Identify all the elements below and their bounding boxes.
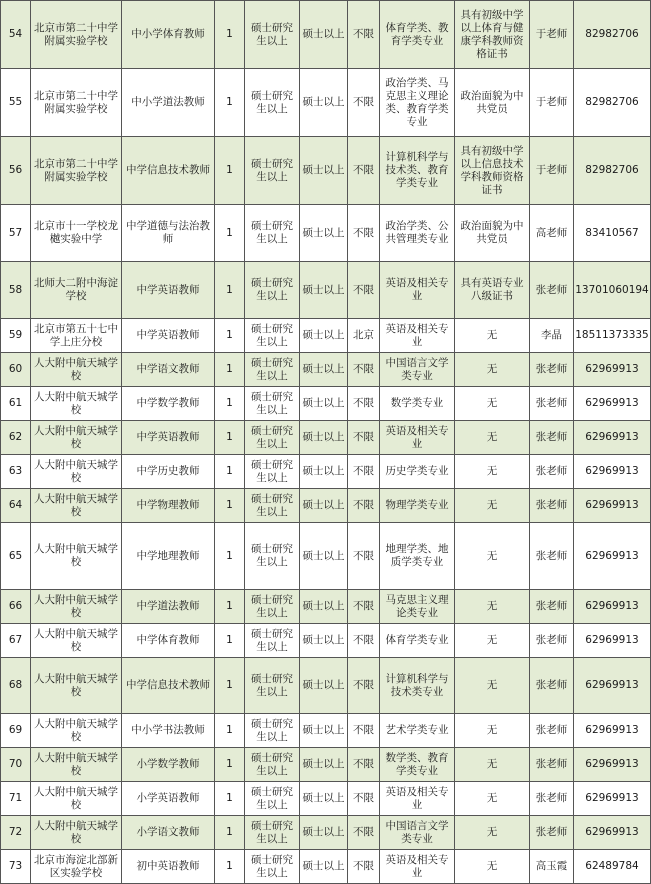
school-name: 北京市第五十七中学上庄分校 [31,319,122,353]
education-requirement: 硕士研究生以上 [245,782,300,816]
contact-person: 张老师 [530,658,574,714]
contact-phone: 82982706 [574,1,651,69]
education-requirement: 硕士研究生以上 [245,262,300,319]
education-requirement: 硕士研究生以上 [245,69,300,137]
other-requirement: 具有英语专业八级证书 [455,262,530,319]
school-name: 人大附中航天城学校 [31,353,122,387]
other-requirement: 具有初级中学以上体育与健康学科教师资格证书 [455,1,530,69]
contact-person: 张老师 [530,523,574,590]
school-name: 人大附中航天城学校 [31,590,122,624]
contact-phone: 62969913 [574,748,651,782]
major-requirement: 政治学类、马克思主义理论类、教育学类专业 [380,69,455,137]
major-requirement: 艺术学类专业 [380,714,455,748]
major-requirement: 体育学类专业 [380,624,455,658]
contact-person: 张老师 [530,353,574,387]
school-name: 北京市海淀北部新区实验学校 [31,850,122,884]
recruit-count: 1 [215,850,245,884]
table-row [1,137,651,205]
row-number: 66 [1,590,31,624]
education-requirement: 硕士研究生以上 [245,455,300,489]
contact-phone: 62969913 [574,489,651,523]
position-name: 初中英语教师 [122,850,215,884]
position-name: 小学数学教师 [122,748,215,782]
contact-person: 于老师 [530,69,574,137]
recruit-count: 1 [215,624,245,658]
position-name: 小学英语教师 [122,782,215,816]
contact-person: 张老师 [530,262,574,319]
table-body [1,1,651,884]
other-requirement: 无 [455,523,530,590]
origin-requirement: 不限 [348,387,380,421]
school-name: 人大附中航天城学校 [31,387,122,421]
other-requirement: 无 [455,850,530,884]
row-number: 71 [1,782,31,816]
row-number: 62 [1,421,31,455]
education-requirement: 硕士研究生以上 [245,319,300,353]
table-row [1,205,651,262]
row-number: 58 [1,262,31,319]
other-requirement: 具有初级中学以上信息技术学科教师资格证书 [455,137,530,205]
major-requirement: 数学类专业 [380,387,455,421]
origin-requirement: 不限 [348,816,380,850]
school-name: 北京市十一学校龙樾实验中学 [31,205,122,262]
recruit-count: 1 [215,748,245,782]
position-name: 小学语文教师 [122,816,215,850]
contact-person: 张老师 [530,816,574,850]
degree-requirement: 硕士以上 [300,387,348,421]
degree-requirement: 硕士以上 [300,489,348,523]
other-requirement: 无 [455,714,530,748]
origin-requirement: 不限 [348,782,380,816]
other-requirement: 政治面貌为中共党员 [455,205,530,262]
position-name: 中学信息技术教师 [122,658,215,714]
table-row [1,816,651,850]
contact-phone: 62969913 [574,455,651,489]
table-row [1,262,651,319]
contact-phone: 82982706 [574,69,651,137]
degree-requirement: 硕士以上 [300,262,348,319]
education-requirement: 硕士研究生以上 [245,1,300,69]
recruit-count: 1 [215,387,245,421]
education-requirement: 硕士研究生以上 [245,137,300,205]
recruit-count: 1 [215,69,245,137]
other-requirement: 无 [455,590,530,624]
school-name: 北师大二附中海淀学校 [31,262,122,319]
major-requirement: 英语及相关专业 [380,782,455,816]
table-row [1,590,651,624]
other-requirement: 无 [455,455,530,489]
other-requirement: 无 [455,353,530,387]
row-number: 70 [1,748,31,782]
major-requirement: 历史学类专业 [380,455,455,489]
position-name: 中学信息技术教师 [122,137,215,205]
table-row [1,489,651,523]
table-row [1,748,651,782]
contact-person: 李晶 [530,319,574,353]
contact-person: 张老师 [530,489,574,523]
major-requirement: 政治学类、公共管理类专业 [380,205,455,262]
position-name: 中学数学教师 [122,387,215,421]
contact-phone: 82982706 [574,137,651,205]
contact-person: 张老师 [530,624,574,658]
position-name: 中学语文教师 [122,353,215,387]
position-name: 中学体育教师 [122,624,215,658]
other-requirement: 无 [455,748,530,782]
degree-requirement: 硕士以上 [300,624,348,658]
degree-requirement: 硕士以上 [300,658,348,714]
recruit-count: 1 [215,205,245,262]
education-requirement: 硕士研究生以上 [245,353,300,387]
school-name: 北京市第二十中学附属实验学校 [31,137,122,205]
education-requirement: 硕士研究生以上 [245,387,300,421]
row-number: 72 [1,816,31,850]
recruit-count: 1 [215,137,245,205]
school-name: 人大附中航天城学校 [31,748,122,782]
row-number: 60 [1,353,31,387]
origin-requirement: 不限 [348,590,380,624]
row-number: 59 [1,319,31,353]
contact-phone: 62969913 [574,353,651,387]
origin-requirement: 不限 [348,489,380,523]
major-requirement: 数学类、教育学类专业 [380,748,455,782]
degree-requirement: 硕士以上 [300,850,348,884]
position-name: 中学英语教师 [122,319,215,353]
position-name: 中学英语教师 [122,262,215,319]
major-requirement: 英语及相关专业 [380,262,455,319]
major-requirement: 英语及相关专业 [380,850,455,884]
recruit-count: 1 [215,421,245,455]
origin-requirement: 不限 [348,421,380,455]
position-name: 中学英语教师 [122,421,215,455]
contact-phone: 62969913 [574,782,651,816]
position-name: 中学历史教师 [122,455,215,489]
degree-requirement: 硕士以上 [300,205,348,262]
degree-requirement: 硕士以上 [300,137,348,205]
table-row [1,387,651,421]
degree-requirement: 硕士以上 [300,455,348,489]
other-requirement: 无 [455,421,530,455]
row-number: 64 [1,489,31,523]
education-requirement: 硕士研究生以上 [245,624,300,658]
table-row [1,1,651,69]
education-requirement: 硕士研究生以上 [245,205,300,262]
school-name: 北京市第二十中学附属实验学校 [31,69,122,137]
other-requirement: 无 [455,624,530,658]
other-requirement: 无 [455,489,530,523]
degree-requirement: 硕士以上 [300,523,348,590]
row-number: 69 [1,714,31,748]
contact-person: 张老师 [530,714,574,748]
recruit-count: 1 [215,262,245,319]
position-name: 中学地理教师 [122,523,215,590]
recruit-count: 1 [215,489,245,523]
row-number: 67 [1,624,31,658]
degree-requirement: 硕士以上 [300,69,348,137]
table-row [1,850,651,884]
school-name: 人大附中航天城学校 [31,714,122,748]
degree-requirement: 硕士以上 [300,714,348,748]
contact-phone: 62969913 [574,714,651,748]
education-requirement: 硕士研究生以上 [245,850,300,884]
recruit-count: 1 [215,590,245,624]
contact-person: 于老师 [530,1,574,69]
origin-requirement: 不限 [348,658,380,714]
other-requirement: 无 [455,658,530,714]
major-requirement: 中国语言文学类专业 [380,816,455,850]
table-row [1,455,651,489]
recruit-count: 1 [215,353,245,387]
recruit-count: 1 [215,816,245,850]
origin-requirement: 不限 [348,1,380,69]
school-name: 人大附中航天城学校 [31,658,122,714]
origin-requirement: 不限 [348,748,380,782]
position-name: 中学道德与法治教师 [122,205,215,262]
contact-phone: 83410567 [574,205,651,262]
major-requirement: 中国语言文学类专业 [380,353,455,387]
major-requirement: 计算机科学与技术类专业 [380,658,455,714]
origin-requirement: 不限 [348,69,380,137]
other-requirement: 政治面貌为中共党员 [455,69,530,137]
education-requirement: 硕士研究生以上 [245,714,300,748]
major-requirement: 英语及相关专业 [380,319,455,353]
contact-person: 张老师 [530,590,574,624]
degree-requirement: 硕士以上 [300,590,348,624]
major-requirement: 体育学类、教育学类专业 [380,1,455,69]
degree-requirement: 硕士以上 [300,748,348,782]
education-requirement: 硕士研究生以上 [245,421,300,455]
other-requirement: 无 [455,782,530,816]
position-name: 中学道法教师 [122,590,215,624]
contact-phone: 62969913 [574,658,651,714]
school-name: 人大附中航天城学校 [31,421,122,455]
education-requirement: 硕士研究生以上 [245,590,300,624]
position-name: 中小学体育教师 [122,1,215,69]
contact-phone: 62969913 [574,590,651,624]
major-requirement: 英语及相关专业 [380,421,455,455]
row-number: 65 [1,523,31,590]
school-name: 人大附中航天城学校 [31,455,122,489]
school-name: 人大附中航天城学校 [31,782,122,816]
contact-person: 张老师 [530,455,574,489]
contact-person: 于老师 [530,137,574,205]
origin-requirement: 不限 [348,714,380,748]
table-row [1,319,651,353]
school-name: 人大附中航天城学校 [31,816,122,850]
table-row [1,69,651,137]
row-number: 63 [1,455,31,489]
contact-person: 高玉霞 [530,850,574,884]
contact-person: 张老师 [530,748,574,782]
school-name: 北京市第二十中学附属实验学校 [31,1,122,69]
row-number: 56 [1,137,31,205]
contact-phone: 18511373335 [574,319,651,353]
degree-requirement: 硕士以上 [300,816,348,850]
origin-requirement: 不限 [348,353,380,387]
contact-phone: 62969913 [574,421,651,455]
recruit-count: 1 [215,714,245,748]
row-number: 73 [1,850,31,884]
contact-phone: 62969913 [574,387,651,421]
contact-person: 张老师 [530,421,574,455]
major-requirement: 马克思主义理论类专业 [380,590,455,624]
table-row [1,714,651,748]
position-name: 中学物理教师 [122,489,215,523]
origin-requirement: 不限 [348,624,380,658]
recruit-count: 1 [215,1,245,69]
education-requirement: 硕士研究生以上 [245,658,300,714]
table-row [1,624,651,658]
origin-requirement: 不限 [348,137,380,205]
recruit-count: 1 [215,455,245,489]
origin-requirement: 不限 [348,205,380,262]
school-name: 人大附中航天城学校 [31,624,122,658]
position-name: 中小学书法教师 [122,714,215,748]
table-row [1,782,651,816]
degree-requirement: 硕士以上 [300,319,348,353]
other-requirement: 无 [455,816,530,850]
contact-person: 张老师 [530,387,574,421]
other-requirement: 无 [455,387,530,421]
origin-requirement: 不限 [348,523,380,590]
table-row [1,658,651,714]
table-row [1,421,651,455]
position-name: 中小学道法教师 [122,69,215,137]
contact-phone: 62969913 [574,523,651,590]
origin-requirement: 不限 [348,455,380,489]
major-requirement: 计算机科学与技术类、教育学类专业 [380,137,455,205]
row-number: 68 [1,658,31,714]
education-requirement: 硕士研究生以上 [245,523,300,590]
contact-phone: 62969913 [574,624,651,658]
education-requirement: 硕士研究生以上 [245,489,300,523]
degree-requirement: 硕士以上 [300,1,348,69]
other-requirement: 无 [455,319,530,353]
table-row [1,523,651,590]
school-name: 人大附中航天城学校 [31,523,122,590]
education-requirement: 硕士研究生以上 [245,748,300,782]
degree-requirement: 硕士以上 [300,421,348,455]
contact-phone: 62489784 [574,850,651,884]
table-row [1,353,651,387]
major-requirement: 地理学类、地质学类专业 [380,523,455,590]
origin-requirement: 北京 [348,319,380,353]
row-number: 55 [1,69,31,137]
recruit-count: 1 [215,782,245,816]
recruit-count: 1 [215,319,245,353]
contact-phone: 62969913 [574,816,651,850]
contact-person: 张老师 [530,782,574,816]
school-name: 人大附中航天城学校 [31,489,122,523]
contact-person: 高老师 [530,205,574,262]
origin-requirement: 不限 [348,262,380,319]
row-number: 61 [1,387,31,421]
row-number: 54 [1,1,31,69]
education-requirement: 硕士研究生以上 [245,816,300,850]
recruit-count: 1 [215,658,245,714]
major-requirement: 物理学类专业 [380,489,455,523]
origin-requirement: 不限 [348,850,380,884]
row-number: 57 [1,205,31,262]
recruit-count: 1 [215,523,245,590]
degree-requirement: 硕士以上 [300,353,348,387]
degree-requirement: 硕士以上 [300,782,348,816]
contact-phone: 13701060194 [574,262,651,319]
